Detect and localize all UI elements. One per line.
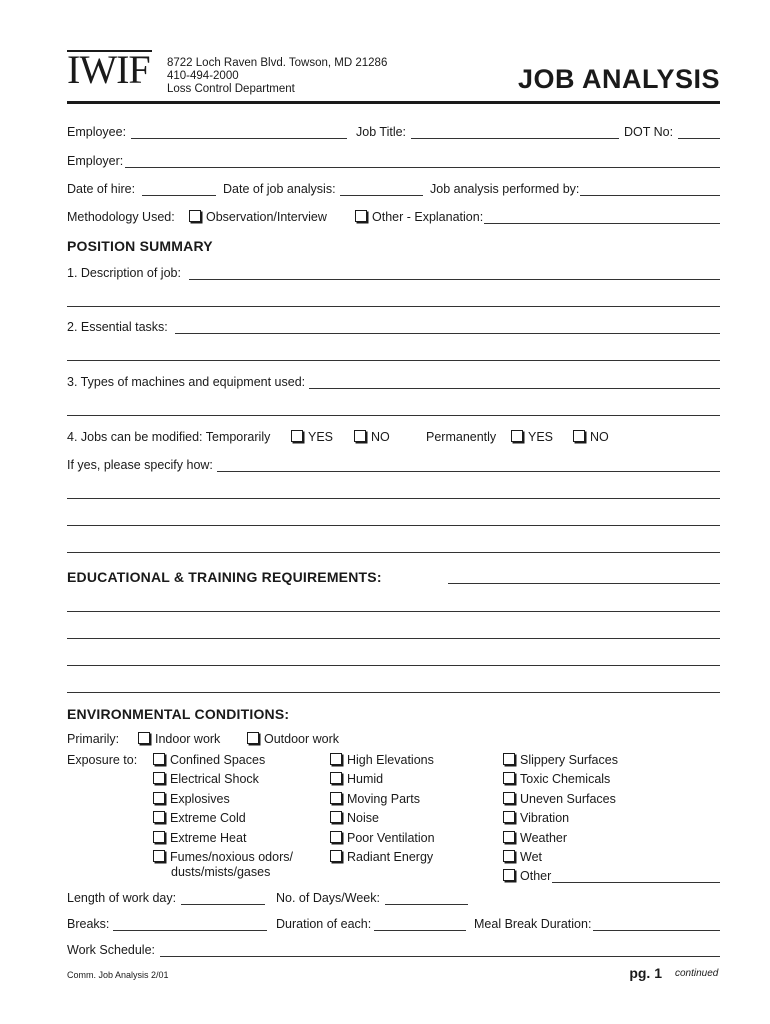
exposure-option[interactable] <box>330 831 435 845</box>
date-of-analysis-field[interactable] <box>340 195 423 196</box>
essential-tasks-field-line-2[interactable] <box>67 360 720 361</box>
checkbox-icon[interactable] <box>153 753 165 765</box>
exposure-option-label: Poor Ventilation <box>347 831 435 845</box>
education-field-line-3[interactable] <box>67 638 720 639</box>
machines-field[interactable] <box>309 388 720 389</box>
essential-tasks-field[interactable] <box>175 333 720 334</box>
checkbox-icon[interactable] <box>330 772 342 784</box>
dot-no-label: DOT No: <box>624 125 674 139</box>
exposure-option-label: Slippery Surfaces <box>520 753 618 767</box>
checkbox-icon[interactable] <box>355 210 367 222</box>
length-field[interactable] <box>181 904 265 905</box>
education-field[interactable] <box>448 583 720 584</box>
outdoor-option[interactable] <box>247 732 339 746</box>
work-schedule-field[interactable] <box>160 956 720 957</box>
exposure-option[interactable] <box>503 753 618 767</box>
q2-label: 2. Essential tasks: <box>67 320 168 334</box>
checkbox-icon[interactable] <box>503 811 515 823</box>
date-of-hire-field[interactable] <box>142 195 216 196</box>
if-yes-field-line-3[interactable] <box>67 525 720 526</box>
checkbox-icon[interactable] <box>330 753 342 765</box>
page-number: pg. 1 <box>629 965 662 981</box>
address-line-1: 8722 Loch Raven Blvd. Towson, MD 21286 <box>167 57 388 69</box>
exposure-option-label: High Elevations <box>347 753 434 767</box>
checkbox-icon[interactable] <box>573 430 585 442</box>
if-yes-field-line-2[interactable] <box>67 498 720 499</box>
exposure-option-label-continued: dusts/mists/gases <box>171 865 271 879</box>
permanently-no-option[interactable] <box>573 430 609 444</box>
q4-label: 4. Jobs can be modified: Temporarily <box>67 430 271 444</box>
exposure-option-label: Other <box>520 869 552 883</box>
work-schedule-label: Work Schedule: <box>67 943 156 957</box>
employee-field[interactable] <box>131 138 347 139</box>
exposure-option[interactable] <box>503 811 569 825</box>
exposure-option-label: Extreme Heat <box>170 831 247 845</box>
employee-label: Employee: <box>67 125 127 139</box>
checkbox-icon[interactable] <box>354 430 366 442</box>
employer-field[interactable] <box>125 167 720 168</box>
exposure-option[interactable] <box>503 772 610 786</box>
no-label: NO <box>590 430 609 444</box>
date-of-hire-label: Date of hire: <box>67 182 136 196</box>
meal-label: Meal Break Duration: <box>474 917 592 931</box>
other-explanation-option[interactable] <box>355 210 483 224</box>
duration-label: Duration of each: <box>276 917 372 931</box>
machines-field-line-2[interactable] <box>67 415 720 416</box>
indoor-option[interactable] <box>138 732 220 746</box>
exposure-option-label: Electrical Shock <box>170 772 259 786</box>
exposure-option[interactable] <box>153 831 246 845</box>
if-yes-field-line-4[interactable] <box>67 552 720 553</box>
checkbox-icon[interactable] <box>153 831 165 843</box>
exposure-option-label: Noise <box>347 811 379 825</box>
checkbox-icon[interactable] <box>330 831 342 843</box>
checkbox-icon[interactable] <box>153 850 165 862</box>
exposure-option-label: Confined Spaces <box>170 753 266 767</box>
exposure-option-label: Vibration <box>520 811 570 825</box>
observation-label: Observation/Interview <box>206 210 327 224</box>
checkbox-icon[interactable] <box>153 772 165 784</box>
indoor-label: Indoor work <box>155 732 221 746</box>
exposure-option-label: Wet <box>520 850 542 864</box>
checkbox-icon[interactable] <box>330 850 342 862</box>
checkbox-icon[interactable] <box>503 869 515 881</box>
exposure-option[interactable] <box>153 772 259 786</box>
meal-field[interactable] <box>593 930 720 931</box>
no-label: NO <box>371 430 390 444</box>
if-yes-field[interactable] <box>217 471 720 472</box>
breaks-field[interactable] <box>113 930 267 931</box>
primarily-label: Primarily: <box>67 732 120 746</box>
permanently-yes-option[interactable] <box>511 430 553 444</box>
checkbox-icon[interactable] <box>330 792 342 804</box>
environmental-heading: ENVIRONMENTAL CONDITIONS: <box>67 706 290 722</box>
duration-field[interactable] <box>374 930 466 931</box>
checkbox-icon[interactable] <box>503 772 515 784</box>
checkbox-icon[interactable] <box>153 811 165 823</box>
performed-by-field[interactable] <box>580 195 720 196</box>
q3-label: 3. Types of machines and equipment used: <box>67 375 306 389</box>
education-field-line-4[interactable] <box>67 665 720 666</box>
page-title: JOB ANALYSIS <box>517 64 720 94</box>
days-field[interactable] <box>385 904 468 905</box>
if-yes-label: If yes, please specify how: <box>67 458 213 472</box>
exposure-option[interactable] <box>503 792 616 806</box>
temporarily-yes-option[interactable] <box>291 430 333 444</box>
exposure-option-label: Explosives <box>170 792 230 806</box>
exposure-option-other[interactable] <box>503 869 551 883</box>
exposure-option[interactable] <box>503 831 567 845</box>
exposure-option[interactable] <box>330 772 383 786</box>
yes-label: YES <box>308 430 334 444</box>
education-field-line-2[interactable] <box>67 611 720 612</box>
iwif-logo: IWIF <box>67 47 150 92</box>
checkbox-icon[interactable] <box>511 430 523 442</box>
exposure-option[interactable] <box>153 850 293 864</box>
checkbox-icon[interactable] <box>330 811 342 823</box>
exposure-label: Exposure to: <box>67 753 138 767</box>
form-id: Comm. Job Analysis 2/01 <box>67 970 169 980</box>
checkbox-icon[interactable] <box>247 732 259 744</box>
exposure-option[interactable] <box>503 850 542 864</box>
checkbox-icon[interactable] <box>153 792 165 804</box>
position-summary-heading: POSITION SUMMARY <box>67 238 213 254</box>
exposure-option[interactable] <box>330 811 379 825</box>
breaks-label: Breaks: <box>67 917 110 931</box>
checkbox-icon[interactable] <box>291 430 303 442</box>
exposure-option[interactable] <box>330 792 420 806</box>
exposure-option[interactable] <box>153 792 230 806</box>
exposure-option[interactable] <box>330 753 434 767</box>
education-field-line-5[interactable] <box>67 692 720 693</box>
methodology-label: Methodology Used: <box>67 210 175 224</box>
exposure-option-label: Toxic Chemicals <box>520 772 611 786</box>
checkbox-icon[interactable] <box>503 831 515 843</box>
exposure-option[interactable] <box>153 811 246 825</box>
exposure-option-label: Fumes/noxious odors/ <box>170 850 293 864</box>
other-exposure-field[interactable] <box>552 882 720 883</box>
q1-label: 1. Description of job: <box>67 266 181 280</box>
exposure-option[interactable] <box>153 753 265 767</box>
dot-no-field[interactable] <box>678 138 720 139</box>
address-line-3: Loss Control Department <box>167 83 295 95</box>
checkbox-icon[interactable] <box>503 753 515 765</box>
checkbox-icon[interactable] <box>189 210 201 222</box>
other-explanation-label: Other - Explanation: <box>372 210 484 224</box>
yes-label: YES <box>528 430 554 444</box>
date-of-analysis-label: Date of job analysis: <box>223 182 336 196</box>
description-field-line-2[interactable] <box>67 306 720 307</box>
temporarily-no-option[interactable] <box>354 430 390 444</box>
job-title-label: Job Title: <box>356 125 407 139</box>
checkbox-icon[interactable] <box>503 792 515 804</box>
exposure-option-label: Extreme Cold <box>170 811 246 825</box>
performed-by-label: Job analysis performed by: <box>430 182 580 196</box>
observation-option[interactable] <box>189 210 327 224</box>
outdoor-label: Outdoor work <box>264 732 340 746</box>
days-label: No. of Days/Week: <box>276 891 380 905</box>
address-line-2: 410-494-2000 <box>167 70 239 82</box>
employer-label: Employer: <box>67 154 124 168</box>
checkbox-icon[interactable] <box>503 850 515 862</box>
permanently-label: Permanently <box>426 430 497 444</box>
description-field[interactable] <box>189 279 720 280</box>
exposure-option-label: Radiant Energy <box>347 850 434 864</box>
education-heading: EDUCATIONAL & TRAINING REQUIREMENTS: <box>67 569 382 585</box>
checkbox-icon[interactable] <box>138 732 150 744</box>
exposure-option-label: Humid <box>347 772 384 786</box>
exposure-option-label: Uneven Surfaces <box>520 792 616 806</box>
other-explanation-field[interactable] <box>484 223 720 224</box>
length-label: Length of work day: <box>67 891 177 905</box>
exposure-option[interactable] <box>330 850 433 864</box>
job-title-field[interactable] <box>411 138 619 139</box>
exposure-option-label: Weather <box>520 831 568 845</box>
header-rule <box>67 101 720 104</box>
continued-note: continued <box>675 968 719 979</box>
exposure-option-label: Moving Parts <box>347 792 420 806</box>
